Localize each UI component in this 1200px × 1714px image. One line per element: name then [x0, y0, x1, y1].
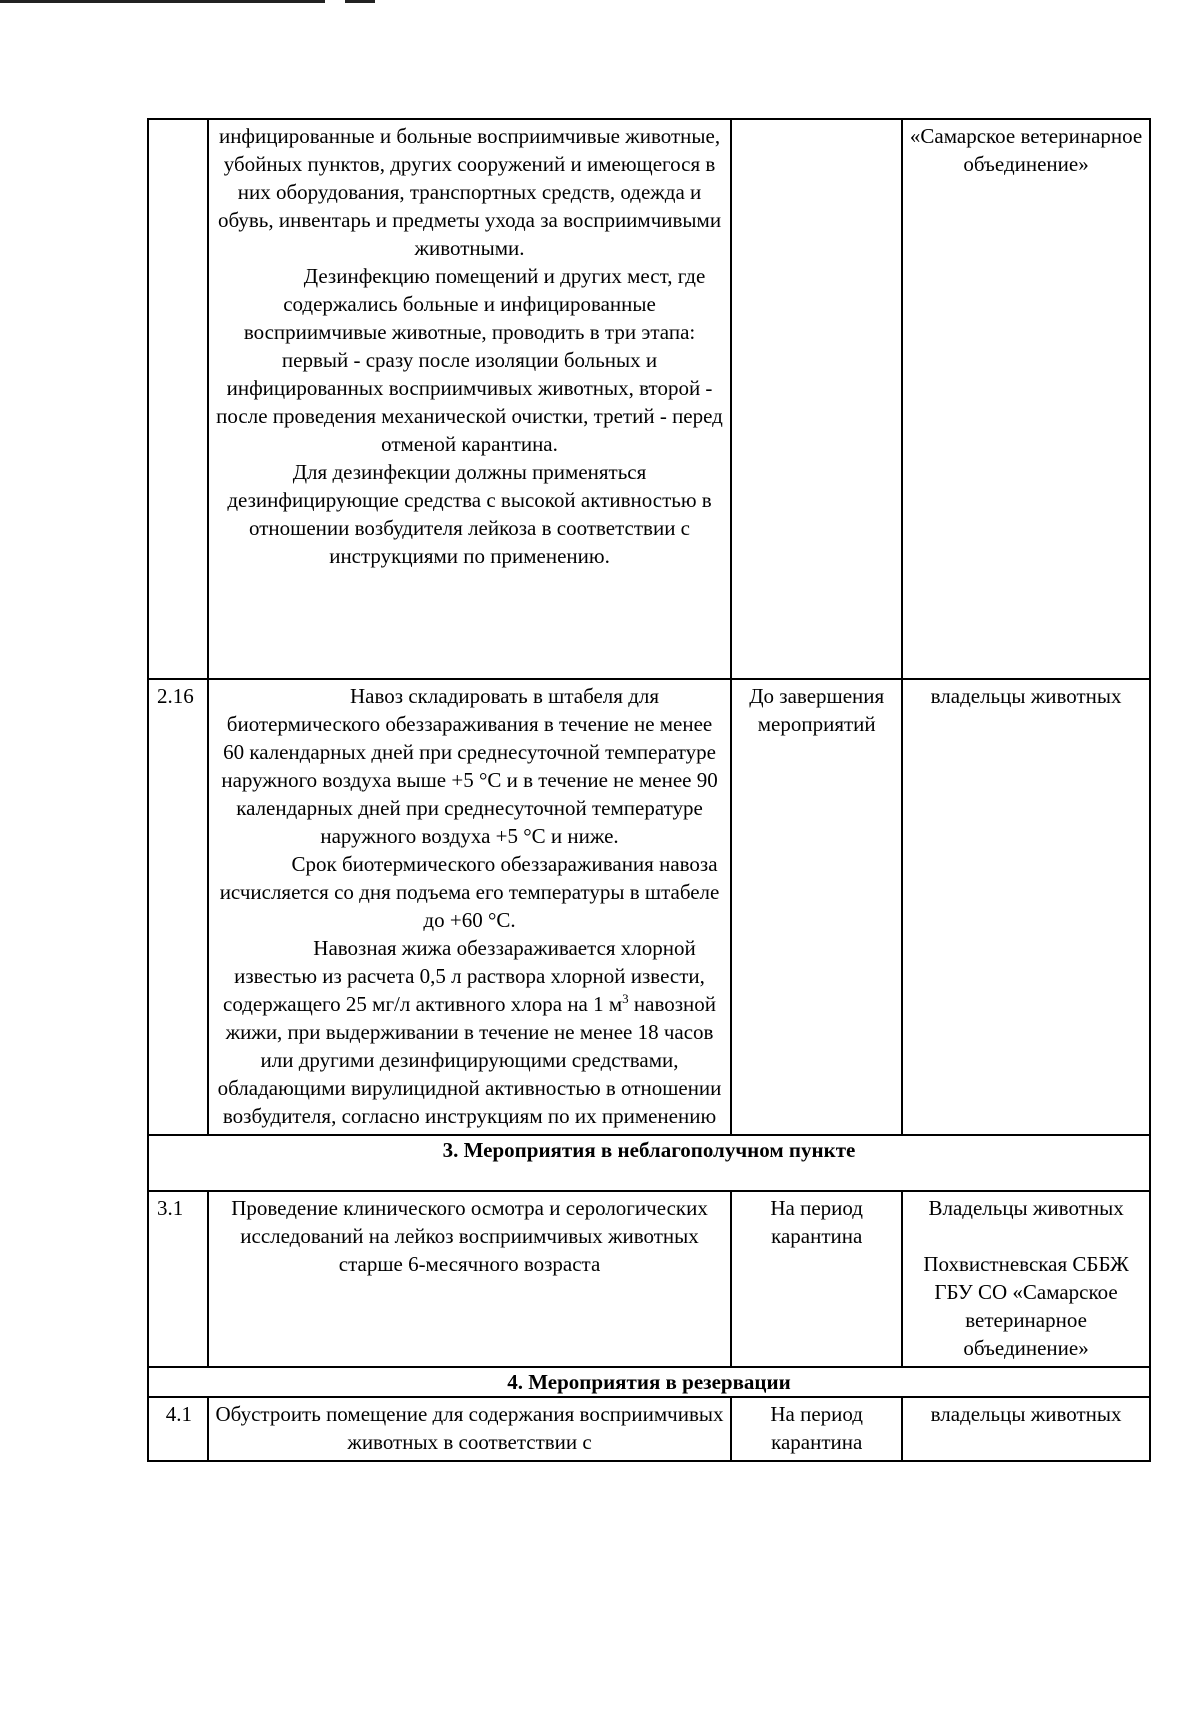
table-row-3-1 — [148, 1191, 1150, 1367]
measure-responsible — [902, 1191, 1150, 1367]
scan-edge-line-right — [345, 0, 375, 3]
row-number — [148, 119, 208, 679]
scan-edge-line-left — [0, 0, 325, 3]
measure-paragraph: Дезинфекцию помещений и других мест, где содержались больные и инфицированные восприимчивые животные, проводить в три этапа: первый - сразу после изоляции больных и инфицированных восприимчивых животных, второй - после проведения механической очистки, третий - перед отменой карантина. — [216, 264, 723, 456]
measure-paragraph: Срок биотермического обеззараживания навоза исчисляется со дня подъема его температуры в штабеле до +60 °С. — [219, 852, 720, 932]
manure-text-part1: Навозная жижа обеззараживается хлорной известью из расчета 0,5 л раствора хлорной извести, содержащего 25 мг/л активного хлора на 1 м — [223, 936, 705, 1016]
responsible-org: Похвистневская СББЖ ГБУ СО «Самарское ветеринарное объединение» — [923, 1252, 1129, 1360]
measure-term — [731, 119, 902, 679]
cubic-superscript: 3 — [622, 991, 629, 1006]
measure-paragraph — [215, 934, 724, 1130]
measure-paragraph: Навоз складировать в штабеля для биотермического обеззараживания в течение не менее 60 календарных дней при среднесуточной температуре наружного воздуха выше +5 °С и в течение не менее 90 календарных дней при среднесуточной температуре наружного воздуха +5 °С и ниже. — [221, 684, 718, 848]
measure-responsible: владельцы животных — [902, 1397, 1150, 1461]
row-number: 3.1 — [148, 1191, 208, 1367]
section-header-4 — [148, 1367, 1150, 1397]
section-title: 3. Мероприятия в неблагополучном пункте — [148, 1135, 1150, 1191]
responsible-owners: Владельцы животных — [928, 1196, 1124, 1220]
row-number: 4.1 — [148, 1397, 208, 1461]
measure-term: На период карантина — [731, 1397, 902, 1461]
table-row-continuation — [148, 119, 1150, 679]
spacer — [909, 1222, 1143, 1250]
measure-responsible — [902, 679, 1150, 1135]
measure-text — [208, 679, 731, 1135]
responsible-owners: владельцы животных — [930, 684, 1122, 708]
section-title: 4. Мероприятия в резервации — [148, 1367, 1150, 1397]
table-row-2-16 — [148, 679, 1150, 1135]
measure-responsible — [902, 119, 1150, 679]
measure-text: Обустроить помещение для содержания восприимчивых животных в соответствии с — [208, 1397, 731, 1461]
measure-paragraph: инфицированные и больные восприимчивые животные, убойных пунктов, других сооружений и имеющегося в них оборудования, транспортных средств, одежда и обувь, инвентарь и предметы ухода за восприимчивыми животными. — [217, 124, 722, 260]
measure-term: До завершения мероприятий — [731, 679, 902, 1135]
manure-text-part2: навозной жижи, при выдерживании в течение не менее 18 часов или другими дезинфицирующими средствами, обладающими вирулицидной активностью в отношении возбудителя, согласно инструкциям по их применению — [217, 992, 722, 1128]
responsible-org: «Самарское ветеринарное объединение» — [909, 124, 1143, 176]
measure-text — [208, 119, 731, 679]
table-row-4-1 — [148, 1397, 1150, 1461]
measure-text: Проведение клинического осмотра и серологических исследований на лейкоз восприимчивых животных старше 6-месячного возраста — [208, 1191, 731, 1367]
row-number: 2.16 — [148, 679, 208, 1135]
section-header-3 — [148, 1135, 1150, 1191]
measure-paragraph: Для дезинфекции должны применяться дезинфицирующие средства с высокой активностью в отношении возбудителя лейкоза в соответствии с инструкциями по применению. — [227, 460, 712, 568]
measures-table — [147, 118, 1151, 1462]
measure-term: На период карантина — [731, 1191, 902, 1367]
